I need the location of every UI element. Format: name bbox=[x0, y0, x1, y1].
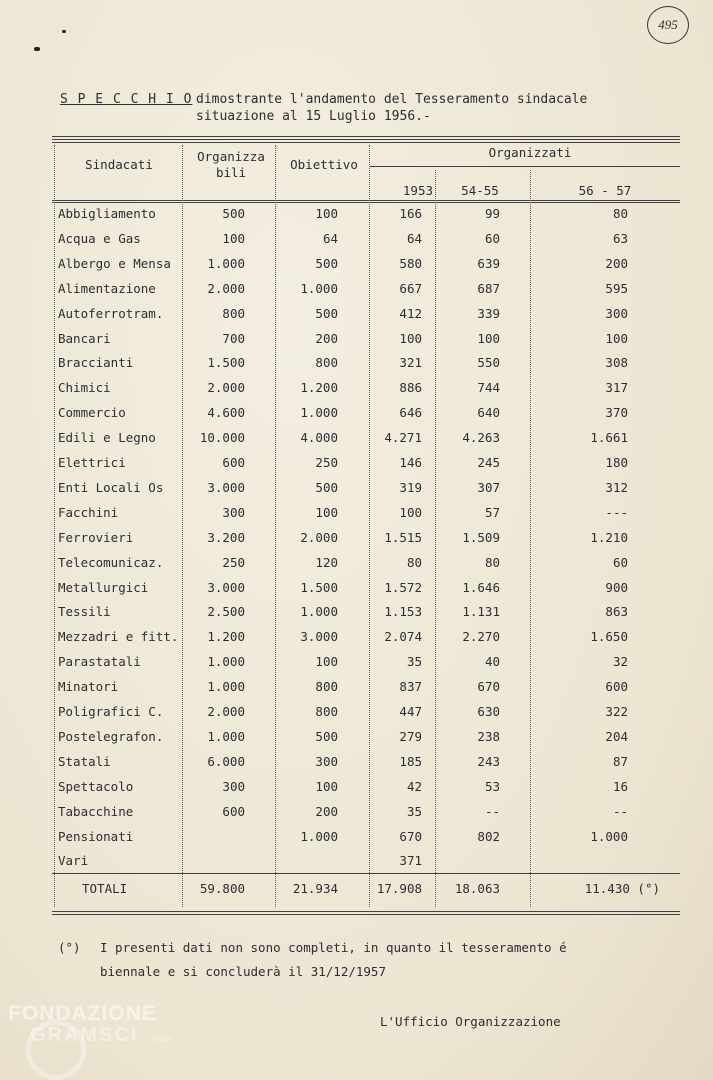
cell-organizzabili: 300 bbox=[222, 505, 245, 520]
cell-sindacato: Minatori bbox=[58, 679, 119, 694]
cell-organizzabili: 10.000 bbox=[199, 430, 245, 445]
cell-obiettivo: 500 bbox=[315, 729, 338, 744]
cell-obiettivo: 64 bbox=[322, 231, 338, 246]
cell-54-55: 1.509 bbox=[462, 530, 500, 545]
cell-organizzabili: 600 bbox=[222, 804, 245, 819]
cell-56-57: 87 bbox=[612, 754, 628, 769]
cell-54-55: 238 bbox=[477, 729, 500, 744]
page-number: 495 bbox=[647, 6, 689, 44]
cell-56-57: 322 bbox=[605, 704, 628, 719]
column-separator bbox=[435, 170, 436, 907]
cell-54-55: 243 bbox=[477, 754, 500, 769]
cell-54-55: 80 bbox=[484, 555, 500, 570]
cell-1953: 886 bbox=[399, 380, 422, 395]
cell-56-57: 204 bbox=[605, 729, 628, 744]
cell-54-55: 60 bbox=[484, 231, 500, 246]
cell-56-57: 200 bbox=[605, 256, 628, 271]
organizzati-subheader-rule bbox=[370, 166, 680, 167]
cell-organizzabili: 2.000 bbox=[207, 380, 245, 395]
cell-sindacato: Tessili bbox=[58, 604, 111, 619]
totals-obiettivo: 21.934 bbox=[292, 881, 338, 896]
cell-sindacato: Commercio bbox=[58, 405, 126, 420]
cell-obiettivo: 200 bbox=[315, 331, 338, 346]
cell-54-55: 4.263 bbox=[462, 430, 500, 445]
cell-56-57: 1.210 bbox=[590, 530, 628, 545]
watermark-suffix: onlus bbox=[150, 1034, 172, 1044]
table-top-rule bbox=[52, 136, 680, 137]
header-year-54-55: 54-55 bbox=[461, 183, 499, 198]
cell-sindacato: Enti Locali Os bbox=[58, 480, 164, 495]
cell-54-55: 639 bbox=[477, 256, 500, 271]
cell-obiettivo: 100 bbox=[315, 779, 338, 794]
cell-54-55: 744 bbox=[477, 380, 500, 395]
cell-54-55: 2.270 bbox=[462, 629, 500, 644]
cell-1953: 321 bbox=[399, 355, 422, 370]
cell-56-57: 180 bbox=[605, 455, 628, 470]
signature: L'Ufficio Organizzazione bbox=[380, 1014, 561, 1029]
watermark-text: GRAMSCI bbox=[30, 1024, 139, 1046]
cell-sindacato: Pensionati bbox=[58, 829, 134, 844]
ink-speck bbox=[34, 47, 40, 51]
cell-1953: 146 bbox=[399, 455, 422, 470]
cell-sindacato: Alimentazione bbox=[58, 281, 156, 296]
cell-obiettivo: 250 bbox=[315, 455, 338, 470]
cell-54-55: 1.131 bbox=[462, 604, 500, 619]
cell-organizzabili: 1.000 bbox=[207, 729, 245, 744]
cell-obiettivo: 1.000 bbox=[300, 604, 338, 619]
cell-1953: 837 bbox=[399, 679, 422, 694]
header-organizzabili: Organizza bili bbox=[197, 149, 265, 180]
cell-sindacato: Acqua e Gas bbox=[58, 231, 141, 246]
cell-1953: 447 bbox=[399, 704, 422, 719]
cell-54-55: 802 bbox=[477, 829, 500, 844]
cell-sindacato: Poligrafici C. bbox=[58, 704, 164, 719]
totals-bottom-rule bbox=[52, 911, 680, 912]
header-year-1953: 1953 bbox=[402, 183, 433, 198]
cell-1953: 279 bbox=[399, 729, 422, 744]
header-year-56-57: 56 - 57 bbox=[578, 183, 632, 198]
column-separator bbox=[530, 170, 531, 907]
cell-54-55: 550 bbox=[477, 355, 500, 370]
cell-54-55: 53 bbox=[484, 779, 500, 794]
cell-obiettivo: 100 bbox=[315, 206, 338, 221]
cell-sindacato: Elettrici bbox=[58, 455, 126, 470]
totals-54-55: 18.063 bbox=[454, 881, 500, 896]
cell-organizzabili: 300 bbox=[222, 779, 245, 794]
cell-organizzabili: 3.000 bbox=[207, 580, 245, 595]
totals-56-57: 11.430 (°) bbox=[584, 881, 660, 896]
cell-sindacato: Postelegrafon. bbox=[58, 729, 164, 744]
cell-obiettivo: 1.000 bbox=[300, 405, 338, 420]
watermark-text: FONDAZIONE bbox=[8, 1002, 157, 1025]
cell-54-55: 687 bbox=[477, 281, 500, 296]
cell-obiettivo: 4.000 bbox=[300, 430, 338, 445]
cell-organizzabili: 6.000 bbox=[207, 754, 245, 769]
cell-sindacato: Vari bbox=[58, 853, 89, 868]
cell-organizzabili: 4.600 bbox=[207, 405, 245, 420]
cell-organizzabili: 2.000 bbox=[207, 281, 245, 296]
cell-56-57: 308 bbox=[605, 355, 628, 370]
cell-1953: 1.515 bbox=[384, 530, 422, 545]
cell-sindacato: Mezzadri e fitt. bbox=[58, 629, 179, 644]
cell-sindacato: Bancari bbox=[58, 331, 111, 346]
cell-obiettivo: 120 bbox=[315, 555, 338, 570]
cell-obiettivo: 100 bbox=[315, 654, 338, 669]
cell-organizzabili: 700 bbox=[222, 331, 245, 346]
cell-1953: 580 bbox=[399, 256, 422, 271]
table-header-rule bbox=[52, 202, 680, 203]
cell-54-55: -- bbox=[484, 804, 500, 819]
footnote-marker: (°) bbox=[58, 940, 81, 955]
cell-1953: 371 bbox=[399, 853, 422, 868]
cell-56-57: 900 bbox=[605, 580, 628, 595]
cell-obiettivo: 1.000 bbox=[300, 829, 338, 844]
cell-organizzabili: 100 bbox=[222, 231, 245, 246]
cell-54-55: 640 bbox=[477, 405, 500, 420]
cell-obiettivo: 800 bbox=[315, 704, 338, 719]
cell-54-55: 99 bbox=[484, 206, 500, 221]
cell-obiettivo: 1.000 bbox=[300, 281, 338, 296]
cell-sindacato: Albergo e Mensa bbox=[58, 256, 171, 271]
cell-1953: 670 bbox=[399, 829, 422, 844]
cell-1953: 185 bbox=[399, 754, 422, 769]
cell-56-57: 300 bbox=[605, 306, 628, 321]
cell-54-55: 630 bbox=[477, 704, 500, 719]
cell-56-57: 370 bbox=[605, 405, 628, 420]
header-organizzati: Organizzati bbox=[488, 145, 572, 160]
cell-56-57: 1.650 bbox=[590, 629, 628, 644]
cell-organizzabili: 800 bbox=[222, 306, 245, 321]
cell-1953: 35 bbox=[406, 804, 422, 819]
cell-56-57: 60 bbox=[612, 555, 628, 570]
totals-bottom-rule bbox=[52, 914, 680, 915]
cell-1953: 667 bbox=[399, 281, 422, 296]
cell-obiettivo: 500 bbox=[315, 256, 338, 271]
header-obiettivo: Obiettivo bbox=[290, 157, 358, 172]
cell-56-57: -- bbox=[612, 804, 628, 819]
totals-1953: 17.908 bbox=[376, 881, 422, 896]
cell-54-55: 339 bbox=[477, 306, 500, 321]
cell-obiettivo: 800 bbox=[315, 679, 338, 694]
cell-sindacato: Spettacolo bbox=[58, 779, 134, 794]
cell-1953: 100 bbox=[399, 505, 422, 520]
title-subtitle-line1: dimostrante l'andamento del Tesseramento sindacale bbox=[196, 92, 588, 107]
cell-56-57: 100 bbox=[605, 331, 628, 346]
cell-54-55: 307 bbox=[477, 480, 500, 495]
totals-label: TOTALI bbox=[82, 881, 128, 896]
cell-organizzabili: 250 bbox=[222, 555, 245, 570]
cell-54-55: 100 bbox=[477, 331, 500, 346]
cell-organizzabili: 3.000 bbox=[207, 480, 245, 495]
cell-1953: 412 bbox=[399, 306, 422, 321]
table-top-rule bbox=[52, 139, 680, 140]
cell-1953: 80 bbox=[406, 555, 422, 570]
cell-sindacato: Braccianti bbox=[58, 355, 134, 370]
cell-56-57: 595 bbox=[605, 281, 628, 296]
cell-56-57: 16 bbox=[612, 779, 628, 794]
cell-56-57: --- bbox=[605, 505, 628, 520]
cell-56-57: 1.661 bbox=[590, 430, 628, 445]
ink-speck bbox=[62, 30, 66, 33]
cell-sindacato: Telecomunicaz. bbox=[58, 555, 164, 570]
cell-obiettivo: 300 bbox=[315, 754, 338, 769]
cell-obiettivo: 800 bbox=[315, 355, 338, 370]
cell-sindacato: Edili e Legno bbox=[58, 430, 156, 445]
cell-obiettivo: 500 bbox=[315, 306, 338, 321]
cell-organizzabili: 500 bbox=[222, 206, 245, 221]
cell-54-55: 245 bbox=[477, 455, 500, 470]
cell-54-55: 57 bbox=[484, 505, 500, 520]
cell-56-57: 32 bbox=[612, 654, 628, 669]
cell-obiettivo: 3.000 bbox=[300, 629, 338, 644]
cell-organizzabili: 600 bbox=[222, 455, 245, 470]
cell-1953: 646 bbox=[399, 405, 422, 420]
table-header-rule bbox=[52, 200, 680, 201]
cell-sindacato: Parastatali bbox=[58, 654, 141, 669]
cell-organizzabili: 1.000 bbox=[207, 654, 245, 669]
cell-56-57: 312 bbox=[605, 480, 628, 495]
column-separator bbox=[54, 145, 55, 907]
cell-1953: 319 bbox=[399, 480, 422, 495]
cell-sindacato: Autoferrotram. bbox=[58, 306, 164, 321]
cell-sindacato: Statali bbox=[58, 754, 111, 769]
cell-organizzabili: 1.500 bbox=[207, 355, 245, 370]
cell-sindacato: Abbigliamento bbox=[58, 206, 156, 221]
cell-56-57: 80 bbox=[612, 206, 628, 221]
cell-organizzabili: 2.500 bbox=[207, 604, 245, 619]
cell-56-57: 600 bbox=[605, 679, 628, 694]
column-separator bbox=[275, 145, 276, 907]
cell-organizzabili: 1.000 bbox=[207, 256, 245, 271]
header-sindacati: Sindacati bbox=[85, 157, 153, 172]
cell-sindacato: Tabacchine bbox=[58, 804, 134, 819]
cell-56-57: 863 bbox=[605, 604, 628, 619]
cell-56-57: 63 bbox=[612, 231, 628, 246]
title-subtitle-line2: situazione al 15 Luglio 1956.- bbox=[196, 109, 431, 124]
cell-54-55: 1.646 bbox=[462, 580, 500, 595]
cell-1953: 166 bbox=[399, 206, 422, 221]
cell-1953: 64 bbox=[406, 231, 422, 246]
cell-sindacato: Chimici bbox=[58, 380, 111, 395]
cell-organizzabili: 3.200 bbox=[207, 530, 245, 545]
totals-top-rule bbox=[52, 873, 680, 874]
cell-sindacato: Ferrovieri bbox=[58, 530, 134, 545]
footnote-line2: biennale e si concluderà il 31/12/1957 bbox=[100, 964, 386, 979]
table-top-rule bbox=[52, 142, 680, 143]
cell-obiettivo: 200 bbox=[315, 804, 338, 819]
cell-1953: 35 bbox=[406, 654, 422, 669]
cell-obiettivo: 100 bbox=[315, 505, 338, 520]
totals-organizzabili: 59.800 bbox=[199, 881, 245, 896]
cell-1953: 4.271 bbox=[384, 430, 422, 445]
document-title: S P E C C H I O bbox=[60, 92, 193, 107]
cell-54-55: 40 bbox=[484, 654, 500, 669]
cell-obiettivo: 500 bbox=[315, 480, 338, 495]
cell-1953: 1.153 bbox=[384, 604, 422, 619]
cell-obiettivo: 2.000 bbox=[300, 530, 338, 545]
cell-organizzabili: 1.000 bbox=[207, 679, 245, 694]
cell-1953: 100 bbox=[399, 331, 422, 346]
cell-54-55: 670 bbox=[477, 679, 500, 694]
footnote-line1: I presenti dati non sono completi, in quanto il tesseramento é bbox=[100, 940, 567, 955]
cell-sindacato: Facchini bbox=[58, 505, 119, 520]
cell-obiettivo: 1.200 bbox=[300, 380, 338, 395]
cell-sindacato: Metallurgici bbox=[58, 580, 149, 595]
cell-1953: 2.074 bbox=[384, 629, 422, 644]
cell-organizzabili: 1.200 bbox=[207, 629, 245, 644]
cell-organizzabili: 2.000 bbox=[207, 704, 245, 719]
cell-56-57: 317 bbox=[605, 380, 628, 395]
cell-obiettivo: 1.500 bbox=[300, 580, 338, 595]
cell-1953: 1.572 bbox=[384, 580, 422, 595]
cell-1953: 42 bbox=[406, 779, 422, 794]
cell-56-57: 1.000 bbox=[590, 829, 628, 844]
